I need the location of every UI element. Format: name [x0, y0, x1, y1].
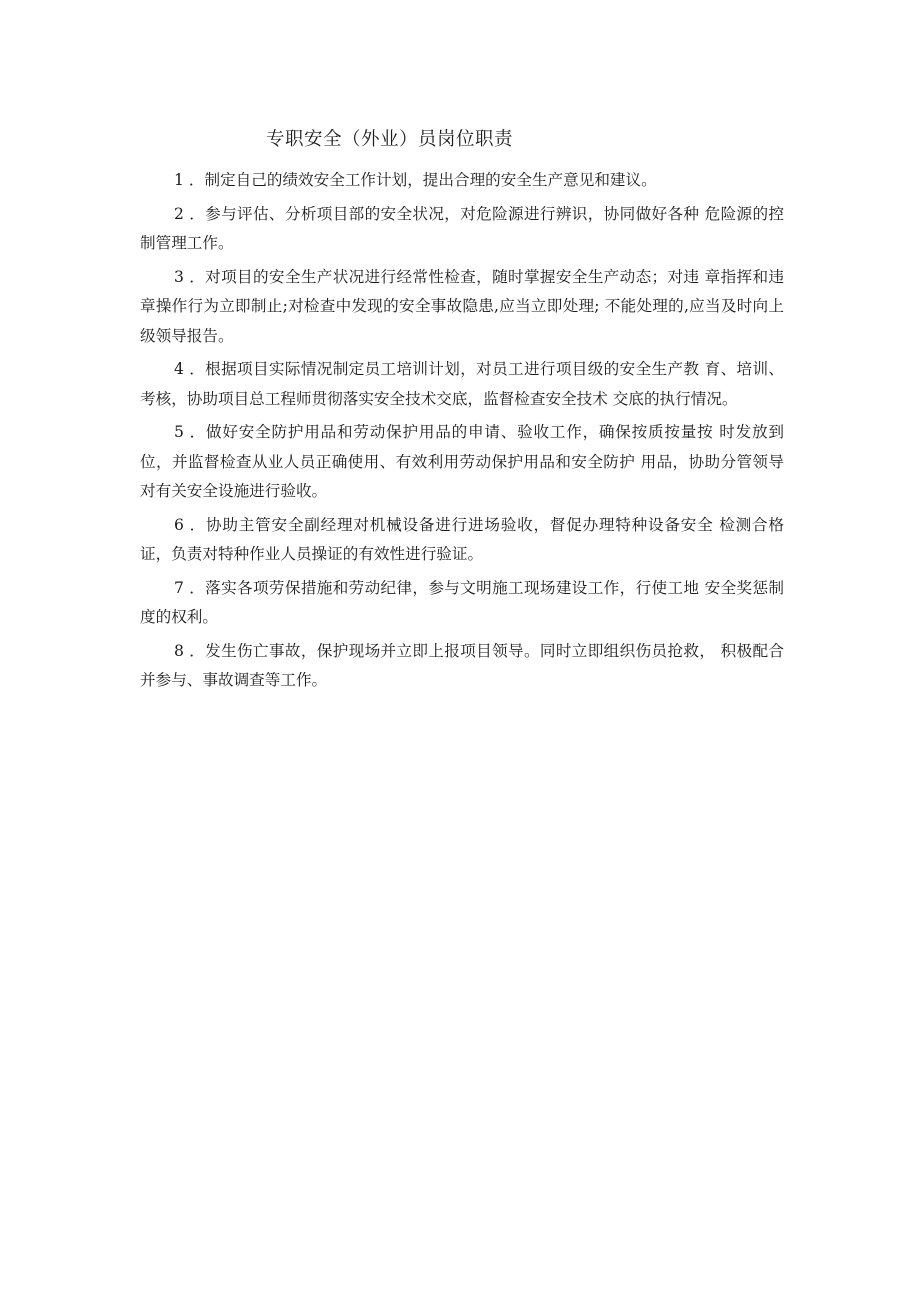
duty-item-number: 1 [174, 171, 184, 189]
duty-item-6 [140, 511, 784, 570]
duty-item-5 [140, 418, 784, 507]
duty-item-text: ．根据项目实际情况制定员工培训计划，对员工进行项目级的安全生产教 育、培训、考核，协助项目总工程师贯彻落实安全技术交底，监督检查安全技术 交底的执行情况。 [140, 360, 784, 408]
duty-item-3 [140, 263, 784, 352]
duty-list [140, 166, 784, 700]
duty-item-text: ．发生伤亡事故，保护现场并立即上报项目领导。同时立即组织伤员抢救， 积极配合并参与、事故调查等工作。 [140, 641, 784, 689]
duty-item-text: ．落实各项劳保措施和劳动纪律，参与文明施工现场建设工作，行使工地 安全奖惩制度的权利。 [140, 578, 784, 626]
duty-item-1 [140, 166, 784, 196]
duty-item-text: ．协助主管安全副经理对机械设备进行进场验收，督促办理特种设备安全 检测合格证，负责对特种作业人员操证的有效性进行验证。 [140, 515, 784, 563]
duty-item-number: 7 [174, 578, 184, 597]
duty-item-4 [140, 355, 784, 414]
duty-item-7 [140, 574, 784, 633]
duty-item-8 [140, 637, 784, 696]
duty-item-2 [140, 200, 784, 259]
duty-item-number: 3 [174, 267, 184, 286]
duty-item-number: 8 [174, 641, 184, 660]
duty-item-number: 6 [174, 515, 184, 534]
document-title: 专职安全（外业）员岗位职责 [266, 129, 514, 150]
duty-item-number: 4 [174, 360, 184, 378]
duty-item-number: 2 [174, 204, 184, 223]
duty-item-number: 5 [174, 423, 184, 441]
duty-item-text: ．对项目的安全生产状况进行经常性检查，随时掌握安全生产动态；对违 章指挥和违章操作行为立即制止;对检查中发现的安全事故隐患,应当立即处理; 不能处理的,应当及时向上级领导报告。 [140, 267, 784, 345]
duty-item-text: ．参与评估、分析项目部的安全状况，对危险源进行辨识，协同做好各种 危险源的控制管理工作。 [140, 204, 784, 252]
duty-item-text: ．制定自己的绩效安全工作计划，提出合理的安全生产意见和建议。 [188, 171, 657, 189]
duty-item-text: ．做好安全防护用品和劳动保护用品的申请、验收工作，确保按质按量按 时发放到位，并监督检查从业人员正确使用、有效利用劳动保护用品和安全防护 用品，协助分管领导对有关安全设施进行验收。 [140, 423, 784, 500]
